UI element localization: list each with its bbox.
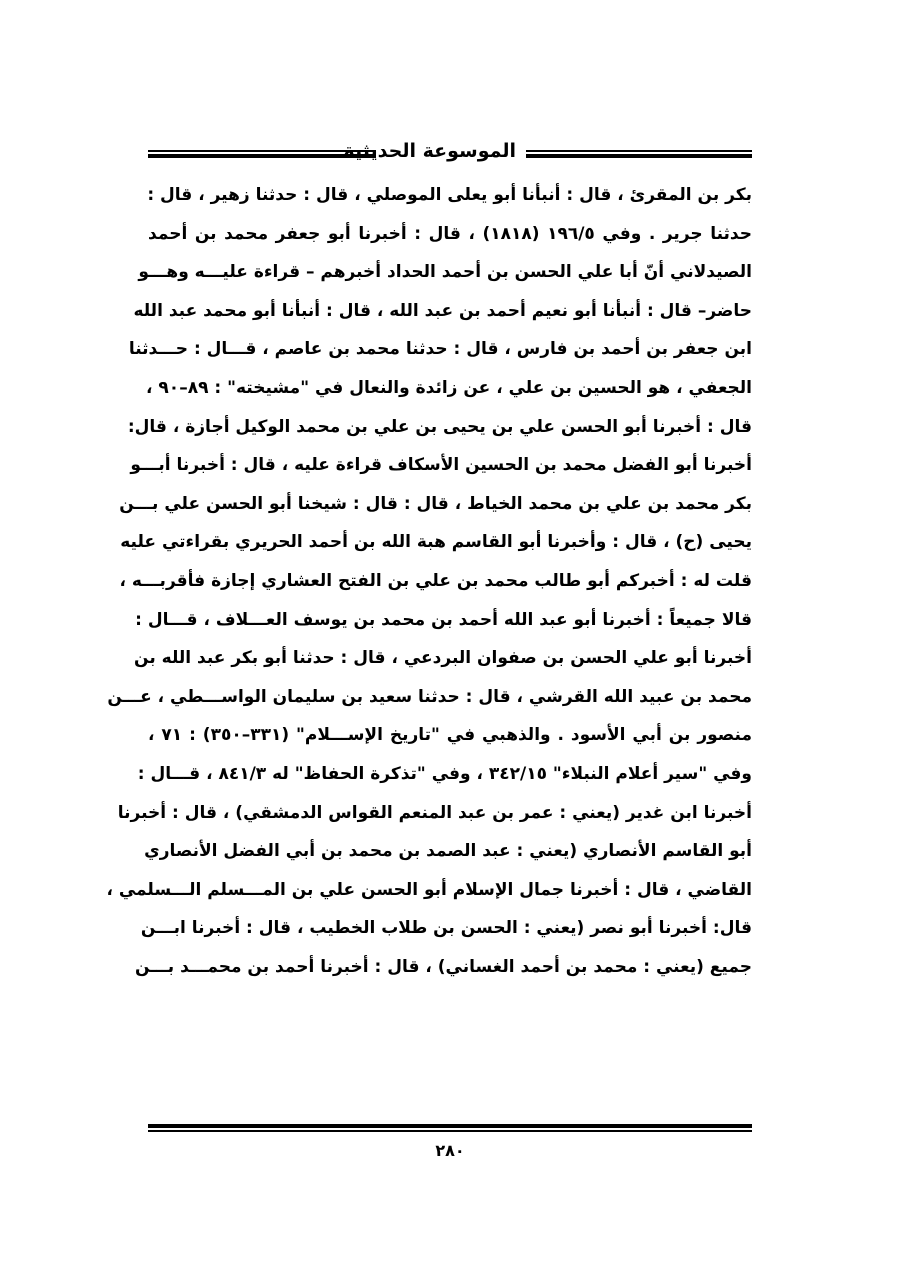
- text-line: قالا جميعاً : أخبرنا أبو عبد الله أحمد بن محمد بن يوسف العـــلاف ، قـــال :: [135, 609, 752, 630]
- text-line: منصور بن أبي الأسود . والذهبي في "تاريخ الإســـلام" (٣٣١–٣٥٠) : ٧١ ،: [148, 725, 752, 746]
- text-line: بكر محمد بن علي بن محمد الخياط ، قال : قال : شيخنا أبو الحسن علي بـــن: [119, 493, 752, 514]
- text-line: جميع (يعني : محمد بن أحمد الغساني) ، قال : أخبرنا أحمد بن محمـــد بـــن: [135, 956, 752, 977]
- running-title: الموسوعة الحديثية: [343, 140, 516, 162]
- text-line: ابن جعفر بن أحمد بن فارس ، قال : حدثنا محمد بن عاصم ، قـــال : حـــدثنا: [128, 339, 752, 360]
- footer-rule: [148, 1124, 752, 1132]
- text-line: حاضر– قال : أنبأنا أبو نعيم أحمد بن عبد الله ، قال : أنبأنا أبو محمد عبد الله: [133, 300, 752, 321]
- text-line: حدثنا جرير . وفي ١٩٦/٥ (١٨١٨) ، قال : أخبرنا أبو جعفر محمد بن أحمد: [148, 223, 752, 244]
- text-line: بكر بن المقرئ ، قال : أنبأنا أبو يعلى الموصلي ، قال : حدثنا زهير ، قال :: [147, 185, 752, 205]
- text-line: وفي "سير أعلام النبلاء" ٣٤٢/١٥ ، وفي "تذكرة الحفاظ" له ٨٤١/٣ ، قـــال :: [137, 763, 752, 784]
- text-line: أبو القاسم الأنصاري (يعني : عبد الصمد بن محمد بن أبي الفضل الأنصاري: [144, 841, 752, 862]
- text-line: أخبرنا ابن غدير (يعني : عمر بن عبد المنعم القواس الدمشقي) ، قال : أخبرنا: [117, 802, 752, 823]
- text-line: الصيدلاني أنّ أبا علي الحسن بن أحمد الحداد أخبرهم – قراءة عليـــه وهـــو: [138, 262, 752, 283]
- text-line: قال : أخبرنا أبو الحسن علي بن يحيى بن علي بن محمد الوكيل أجازة ، قال:: [127, 416, 752, 437]
- text-line: أخبرنا أبو الفضل محمد بن الحسين الأسكاف قراءة عليه ، قال : أخبرنا أبـــو: [130, 455, 752, 476]
- page-number: ٢٨٠: [435, 1141, 465, 1160]
- text-line: يحيى (ح) ، قال : وأخبرنا أبو القاسم هبة الله بن أحمد الحريري بقراءتي عليه: [120, 532, 752, 553]
- text-line: محمد بن عبيد الله القرشي ، قال : حدثنا سعيد بن سليمان الواســـطي ، عـــن: [107, 686, 752, 707]
- body-text: [106, 176, 752, 986]
- text-line: القاضي ، قال : أخبرنا جمال الإسلام أبو الحسن علي بن المـــسلم الـــسلمي ،: [106, 879, 752, 900]
- text-line: قال: أخبرنا أبو نصر (يعني : الحسن بن طلاب الخطيب ، قال : أخبرنا ابـــن: [140, 918, 752, 939]
- text-line: الجعفي ، هو الحسين بن علي ، عن زائدة والنعال في "مشيخته" : ٨٩–٩٠ ،: [146, 377, 752, 398]
- text-line: أخبرنا أبو علي الحسن بن صفوان البردعي ، قال : حدثنا أبو بكر عبد الله بن: [134, 648, 752, 669]
- header-rule-left: [148, 150, 376, 158]
- text-line: قلت له : أخبركم أبو طالب محمد بن علي بن الفتح العشاري إجازة فأقربـــه ،: [119, 570, 752, 591]
- header-rule-right: [526, 150, 752, 158]
- page-header: [148, 140, 752, 172]
